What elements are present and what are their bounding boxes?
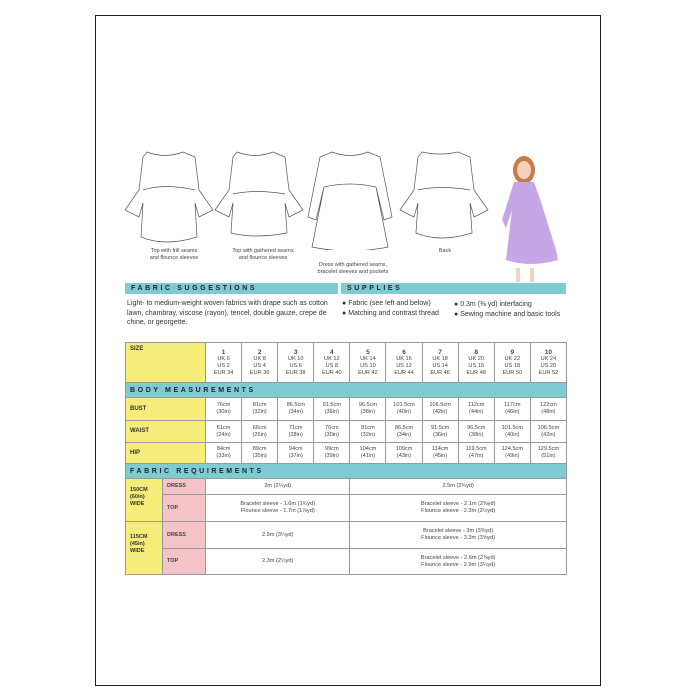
size-eur: EUR 46 <box>430 369 450 376</box>
measurement-in: (33in) <box>216 453 231 459</box>
measurement-cm: 104cm <box>359 446 377 452</box>
measurement-cell <box>458 443 494 464</box>
body-measurements-header: BODY MEASUREMENTS <box>126 383 567 398</box>
measurement-in: (26in) <box>252 431 267 438</box>
size-us: US 8 <box>325 362 339 369</box>
fabric-value: Bracelet sleeve - 1.6m (1¾yd) Flounce sleeve - 1.7m (1⅞yd) <box>206 495 350 522</box>
size-n: 7 <box>438 348 442 356</box>
measurement-cm: 119.5cm <box>465 446 487 452</box>
size-uk: UK 18 <box>432 355 448 362</box>
fabric-value: 2.9m (3¼yd) <box>206 522 350 549</box>
measurement-in: (38in) <box>360 409 376 415</box>
size-uk: UK 20 <box>468 355 484 362</box>
measurement-cm: 99cm <box>324 446 339 452</box>
measurement-in: (42in) <box>432 409 448 415</box>
measurement-cell <box>530 398 566 421</box>
size-uk: UK 14 <box>360 355 376 362</box>
measurement-cm: 101.5cm <box>501 424 524 431</box>
measurement-cm: 81cm <box>252 402 267 408</box>
size-uk: UK 22 <box>504 355 521 362</box>
measurement-cell <box>242 443 278 464</box>
size-n: 9 <box>510 348 515 356</box>
measurement-cell <box>314 398 350 421</box>
supplies-list-right <box>454 300 564 319</box>
measurement-in: (47in) <box>469 453 484 459</box>
measurement-cell <box>314 421 350 443</box>
measurement-cm: 101.5cm <box>393 402 415 408</box>
size-column <box>494 343 530 383</box>
waist-row <box>126 421 567 443</box>
measurement-cell <box>350 421 386 443</box>
size-eur: EUR 50 <box>502 369 523 376</box>
size-eur: EUR 42 <box>358 369 378 376</box>
size-column <box>386 343 422 383</box>
size-n: 4 <box>330 348 334 356</box>
measurement-cell <box>206 398 242 421</box>
measurement-in: (36in) <box>432 431 448 438</box>
fabric-value: Bracelet sleeve - 3m (3⅜yd) Flounce sleeve - 3.3m (3⅝yd) <box>350 522 567 549</box>
supplies-list-left <box>342 299 452 318</box>
measurement-cell <box>206 421 242 443</box>
size-eur: EUR 48 <box>466 369 486 376</box>
supply-item: ● Fabric (see left and below) <box>342 300 431 307</box>
fabric-value: 2m (2¼yd) <box>206 479 350 495</box>
measurement-in: (35in) <box>252 453 267 459</box>
size-eur: EUR 44 <box>394 369 414 376</box>
measurement-in: (43in) <box>396 453 412 459</box>
measurement-cm: 109cm <box>395 446 413 452</box>
top-label: TOP <box>163 549 206 575</box>
measurement-cm: 91.5cm <box>322 402 341 408</box>
measurement-cm: 81cm <box>361 424 375 431</box>
size-us: US 16 <box>468 362 484 369</box>
size-column <box>242 343 278 383</box>
measurement-in: (32in) <box>252 409 267 415</box>
dress-label: DRESS <box>163 522 206 549</box>
size-n: 8 <box>474 348 479 356</box>
measurement-cell <box>458 421 494 443</box>
measurement-cell <box>530 421 566 443</box>
measurement-in: (28in) <box>288 431 303 438</box>
width-150-label: 150CM (60in) WIDE <box>126 479 163 522</box>
fabric-suggestions-header: FABRIC SUGGESTIONS <box>125 283 338 294</box>
size-row <box>126 343 567 383</box>
size-column <box>458 343 494 383</box>
size-us: US 12 <box>396 362 412 369</box>
measurement-cell <box>278 398 314 421</box>
size-n: 6 <box>402 348 406 356</box>
measurement-cm: 96.5cm <box>358 402 378 408</box>
supply-item: ● Matching and contrast thread <box>342 309 439 317</box>
size-n: 1 <box>221 348 226 356</box>
size-eur: EUR 52 <box>538 369 559 376</box>
measurement-cm: 122cm <box>539 402 557 408</box>
measurement-cm: 106.5cm <box>537 424 560 431</box>
caption-dress: Dress with gathered seams, bracelet sleeves and pockets <box>317 262 389 275</box>
size-column <box>530 343 566 383</box>
measurement-cm: 114cm <box>431 446 449 452</box>
measurement-cell <box>530 443 566 464</box>
dress-illustration <box>308 152 392 250</box>
measurement-cell <box>242 421 278 443</box>
fabric-row <box>126 549 567 575</box>
size-n: 5 <box>366 348 370 356</box>
fabric-requirements-header: FABRIC REQUIREMENTS <box>126 464 567 479</box>
fabric-value: Bracelet sleeve - 2.1m (2⅜yd) Flounce sleeve - 2.3m (2½yd) <box>350 495 567 522</box>
fabric-row <box>126 522 567 549</box>
width-115-label: 115CM (45in) WIDE <box>126 522 163 575</box>
measurement-cm: 86.5cm <box>286 402 305 408</box>
measurement-cm: 96.5cm <box>467 424 486 431</box>
size-label: SIZE <box>126 343 206 383</box>
size-uk: UK 12 <box>324 355 340 362</box>
fabric-value: 2.5m (2¾yd) <box>350 479 567 495</box>
size-us: US 6 <box>289 362 302 369</box>
measurement-cm: 117cm <box>504 402 521 408</box>
garment-illustrations <box>125 145 505 250</box>
measurement-cm: 129.5cm <box>537 446 560 452</box>
size-column <box>314 343 350 383</box>
measurement-in: (24in) <box>216 431 231 438</box>
measurement-in: (36in) <box>324 409 339 415</box>
hip-row <box>126 443 567 464</box>
measurement-cell <box>494 443 530 464</box>
measurement-cell <box>422 443 458 464</box>
top-frill-illustration <box>125 152 213 242</box>
top-gathered-illustration <box>215 152 303 236</box>
size-eur: EUR 34 <box>213 369 234 376</box>
size-column <box>422 343 458 383</box>
measurement-cell <box>206 443 242 464</box>
measurement-cm: 124.5cm <box>501 446 524 452</box>
measurement-cm: 76cm <box>216 402 231 408</box>
size-us: US 20 <box>540 362 557 369</box>
measurement-cm: 86.5cm <box>394 424 414 431</box>
supply-item: ● Sewing machine and basic tools <box>454 310 561 318</box>
model-photo <box>500 150 565 284</box>
measurement-cell <box>314 443 350 464</box>
measurement-cell <box>386 421 422 443</box>
size-n: 2 <box>257 348 262 356</box>
measurement-cm: 76cm <box>324 424 339 431</box>
measurement-cell <box>386 398 422 421</box>
size-us: US 2 <box>217 362 230 369</box>
row-label: HIP <box>126 443 206 464</box>
top-label: TOP <box>163 495 206 522</box>
size-eur: EUR 40 <box>322 369 342 376</box>
measurement-cm: 71cm <box>288 424 303 431</box>
size-eur: EUR 36 <box>249 369 270 376</box>
measurement-in: (51in) <box>541 453 556 459</box>
size-uk: UK 16 <box>396 355 412 362</box>
measurement-in: (37in) <box>288 453 303 459</box>
size-us: US 10 <box>360 362 376 369</box>
size-us: US 4 <box>253 362 266 369</box>
fabric-row <box>126 495 567 522</box>
measurement-cell <box>494 421 530 443</box>
measurement-cm: 112cm <box>468 402 485 408</box>
row-label: BUST <box>126 398 206 421</box>
measurement-in: (40in) <box>396 409 412 415</box>
supplies-header: SUPPLIES <box>341 283 566 294</box>
measurement-in: (42in) <box>541 431 556 438</box>
size-us: US 18 <box>504 362 521 369</box>
measurement-cm: 66cm <box>252 424 267 431</box>
size-eur: EUR 38 <box>285 369 306 376</box>
measurement-cell <box>386 443 422 464</box>
bust-row <box>126 398 567 421</box>
size-column <box>350 343 386 383</box>
measurement-in: (49in) <box>505 453 520 459</box>
size-uk: UK 8 <box>253 355 266 362</box>
size-uk: UK 10 <box>287 355 304 362</box>
size-n: 10 <box>544 348 552 356</box>
measurement-in: (46in) <box>505 409 520 415</box>
measurement-in: (32in) <box>360 431 376 438</box>
measurement-in: (45in) <box>432 453 448 459</box>
measurement-in: (41in) <box>360 453 376 459</box>
measurement-in: (34in) <box>396 431 412 438</box>
measurement-cell <box>422 398 458 421</box>
measurement-cell <box>350 398 386 421</box>
size-column <box>278 343 314 383</box>
measurement-in: (30in) <box>216 409 231 415</box>
fabric-value: 2.3m (2½yd) <box>206 549 350 575</box>
measurement-in: (30in) <box>324 431 339 438</box>
size-uk: UK 24 <box>540 355 557 362</box>
caption-top-frill: Top with frill seams and flounce sleeves <box>149 248 199 261</box>
measurement-cm: 61cm <box>216 424 231 431</box>
measurement-in: (39in) <box>324 453 339 459</box>
measurement-in: (44in) <box>469 409 484 415</box>
measurement-in: (38in) <box>469 431 484 438</box>
measurement-in: (34in) <box>288 409 303 415</box>
measurement-cell <box>458 398 494 421</box>
fabric-value: Bracelet sleeve - 2.6m (2⅞yd) Flounce sleeve - 2.9m (3¼yd) <box>350 549 567 575</box>
measurement-cm: 89cm <box>252 446 267 452</box>
size-column <box>206 343 242 383</box>
measurement-cell <box>422 421 458 443</box>
size-chart-table <box>125 342 567 575</box>
measurement-cell <box>242 398 278 421</box>
measurement-cell <box>278 443 314 464</box>
measurement-cell <box>278 421 314 443</box>
dress-label: DRESS <box>163 479 206 495</box>
measurement-in: (48in) <box>541 409 556 415</box>
fabric-row <box>126 479 567 495</box>
measurement-cm: 91.5cm <box>430 424 450 431</box>
row-label: WAIST <box>126 421 206 443</box>
size-us: US 14 <box>432 362 448 369</box>
measurement-cm: 106.5cm <box>429 402 451 408</box>
caption-back: Back <box>438 248 452 254</box>
measurement-cell <box>494 398 530 421</box>
caption-top-gathered: Top with gathered seams and flounce sleeves <box>232 248 294 261</box>
size-uk: UK 6 <box>217 355 230 362</box>
back-illustration <box>400 152 488 238</box>
measurement-cm: 84cm <box>216 446 231 452</box>
size-n: 3 <box>293 348 298 356</box>
fabric-suggestions-text: Light- to medium-weight woven fabrics with drape such as cotton lawn, chambray, viscose (rayon), tencel, double gauze, crepe de chine, or georgette. <box>127 300 328 326</box>
measurement-cell <box>350 443 386 464</box>
supply-item: ● 0.3m (⅜ yd) interfacing <box>454 301 532 308</box>
measurement-in: (40in) <box>505 431 520 438</box>
measurement-cm: 94cm <box>288 446 303 452</box>
